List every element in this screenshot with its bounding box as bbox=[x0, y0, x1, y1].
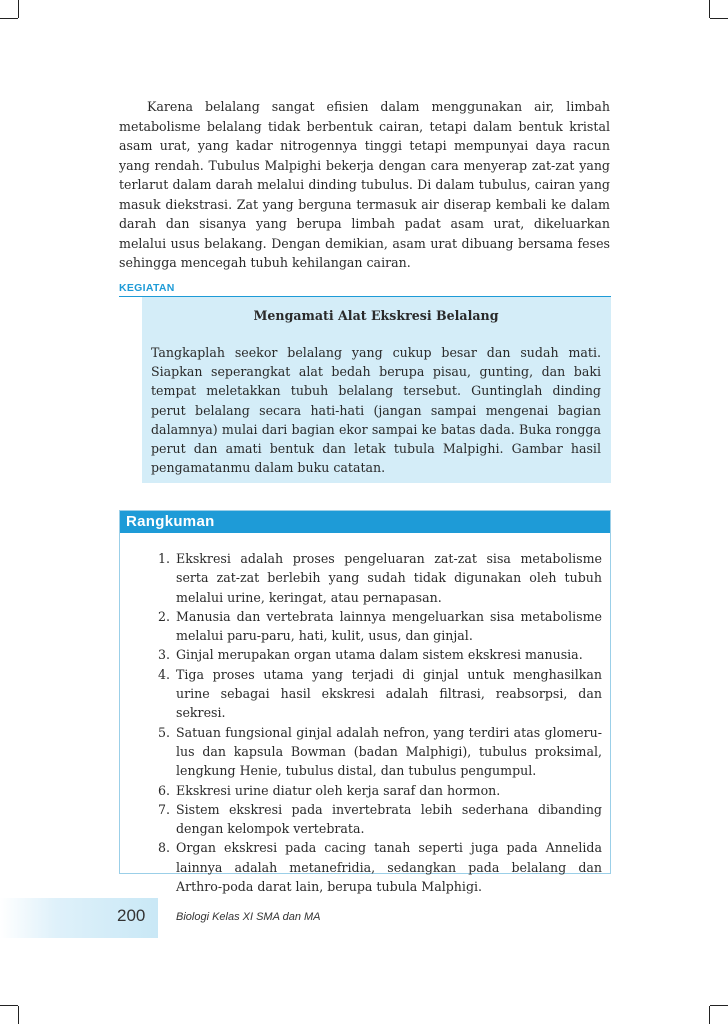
crop-mark bbox=[18, 1006, 33, 1024]
list-item-number: 3. bbox=[157, 647, 170, 663]
list-item bbox=[120, 549, 602, 607]
list-item-text: Ginjal merupakan organ utama dalam sistem ekskresi manusia. bbox=[176, 647, 583, 663]
page-number: 200 bbox=[117, 906, 146, 925]
list-item-number: 5. bbox=[157, 724, 170, 740]
crop-mark bbox=[0, 1005, 18, 1006]
list-item-number: 8. bbox=[157, 840, 170, 856]
rangkuman-box bbox=[119, 510, 611, 895]
list-item-number: 7. bbox=[157, 801, 170, 817]
list-item-text: Organ ekskresi pada cacing tanah seperti juga pada Annelida lainnya adalah metanefridia, sedangkan pada belalang dan Arthro-poda darat lain, berupa tubula Malphigi. bbox=[176, 840, 602, 895]
crop-mark bbox=[695, 1006, 710, 1024]
list-item-text: Tiga proses utama yang terjadi di ginjal untuk menghasilkan urine sebagai hasil ekskresi adalah filtrasi, reabsorpsi, dan sekresi. bbox=[176, 666, 602, 721]
crop-mark bbox=[0, 18, 18, 19]
list-item bbox=[120, 838, 602, 896]
list-item bbox=[120, 665, 602, 723]
kegiatan-text: Tangkaplah seekor belalang yang cukup besar dan sudah mati. Siapkan seperangkat alat bedah berupa pisau, gunting, dan baki tempat meletakkan tubuh belalang tersebut. Guntinglah dinding perut belalang secara hati-hati (jangan sampai mengenai bagian dalamnya) mulai dari bagian ekor sampai ke batas dada. Buka rongga perut dan amati bentuk dan letak tubula Malpighi. Gambar hasil pengamatanmu dalam buku catatan. bbox=[151, 345, 601, 476]
list-item-text: Ekskresi adalah proses pengeluaran zat-zat sisa metabolisme serta zat-zat berlebih yang sudah tidak digunakan oleh tubuh melalui urine, keringat, atau pernapasan. bbox=[176, 551, 602, 605]
list-item-number: 6. bbox=[157, 782, 170, 798]
kegiatan-title: Mengamati Alat Ekskresi Belalang bbox=[253, 308, 499, 323]
kegiatan-box bbox=[142, 297, 611, 483]
list-item-text: Satuan fungsional ginjal adalah nefron, yang terdiri atas glomeru-lus dan kapsula Bowman (badan Malphigi), tubulus proksimal, lengkung Henie, tubulus distal, dan tubulus pengumpul. bbox=[176, 724, 602, 779]
crop-mark bbox=[695, 0, 710, 18]
list-item-text: Sistem ekskresi pada invertebrata lebih sederhana dibanding dengan kelompok vertebrata. bbox=[176, 801, 602, 837]
list-item-number: 2. bbox=[157, 608, 170, 624]
list-item-number: 4. bbox=[157, 666, 170, 682]
list-item-text: Ekskresi urine diatur oleh kerja saraf dan hormon. bbox=[176, 782, 501, 798]
list-item-text: Manusia dan vertebrata lainnya mengeluarkan sisa metabolisme melalui paru-paru, hati, kulit, usus, dan ginjal. bbox=[176, 608, 602, 644]
crop-mark bbox=[710, 1005, 728, 1006]
list-item bbox=[120, 645, 602, 664]
list-item bbox=[120, 723, 602, 781]
rangkuman-title: Rangkuman bbox=[120, 511, 610, 533]
crop-mark bbox=[18, 0, 33, 18]
list-item-number: 1. bbox=[157, 551, 170, 566]
list-item bbox=[120, 781, 602, 800]
crop-mark bbox=[710, 18, 728, 19]
list-item bbox=[120, 607, 602, 646]
book-title: Biologi Kelas XI SMA dan MA bbox=[176, 911, 321, 923]
kegiatan-label: KEGIATAN bbox=[119, 282, 175, 294]
list-item bbox=[120, 800, 602, 839]
body-paragraph: Karena belalang sangat efisien dalam menggunakan air, limbah metabolisme belalang tidak berbentuk cairan, tetapi dalam bentuk kristal asam urat, yang kadar nitrogennya tinggi tetapi mempunyai daya racun yang rendah. Tubulus Malpighi bekerja dengan cara menyerap zat-zat yang terlarut dalam darah melalui dinding tubulus. Di dalam tubulus, cairan yang masuk diekstrasi. Zat yang berguna termasuk air diserap kembali ke dalam darah dan sisanya yang berupa limbah padat asam urat, dikeluarkan melalui usus belakang. Dengan demikian, asam urat dibuang bersama feses sehingga mencegah tubuh kehilangan cairan. bbox=[119, 99, 610, 270]
rangkuman-list bbox=[120, 533, 610, 896]
